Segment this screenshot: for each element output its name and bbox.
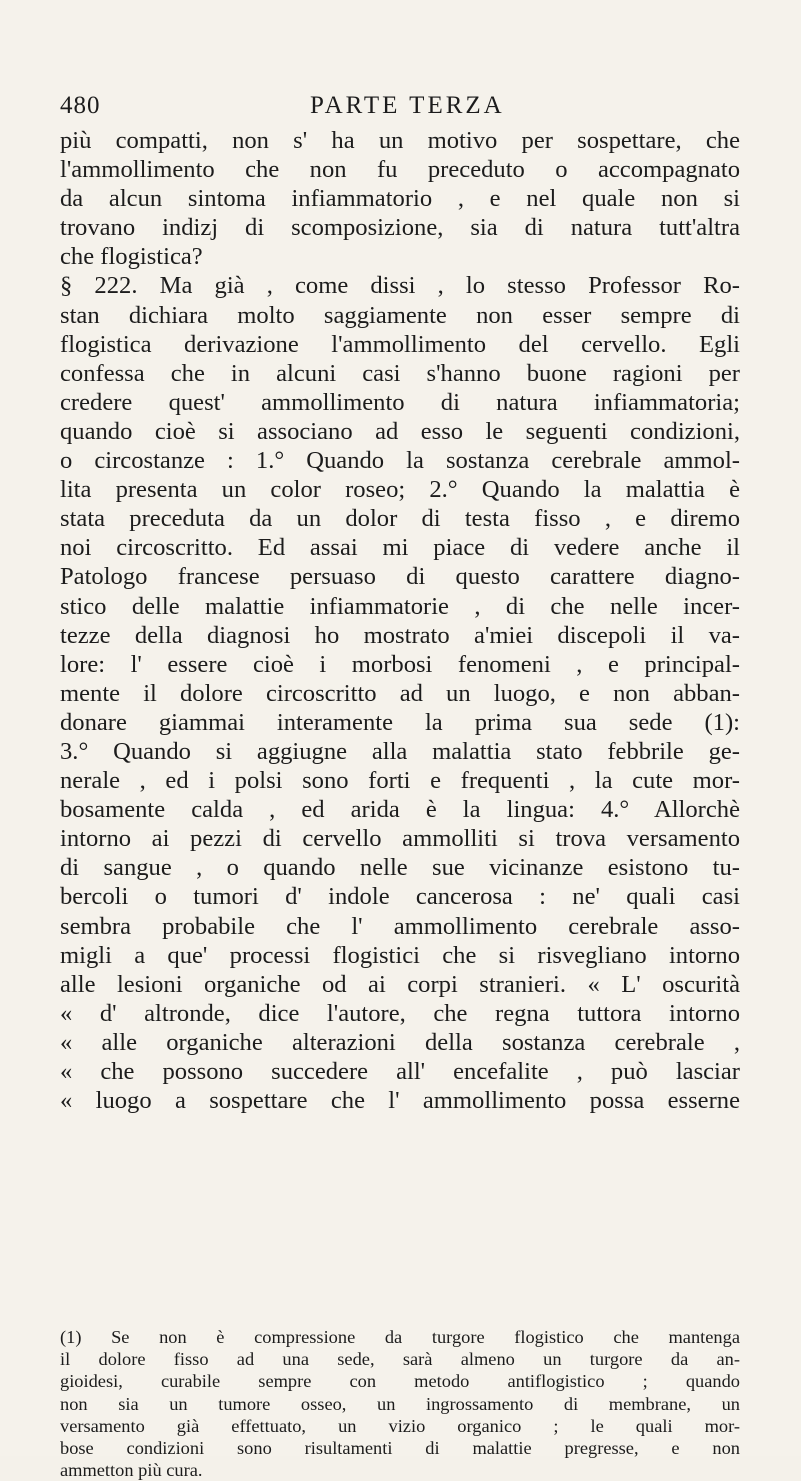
footnotes [60, 1326, 740, 1481]
text-line: più compatti, non s' ha un motivo per sospettare, che [60, 127, 740, 154]
footnote-line: (1) Se non è compressione da turgore flogistico che mantenga [60, 1327, 740, 1347]
text-line: da alcun sintoma infiammatorio , e nel quale non si [60, 185, 740, 213]
text-line: mente il dolore circoscritto ad un luogo, e non abban- [60, 679, 740, 707]
text-line: lita presenta un color roseo; 2.° Quando la malattia è [60, 476, 740, 504]
text-line: bercoli o tumori d' indole cancerosa : ne' quali casi [60, 883, 740, 911]
text-line: 3.° Quando si aggiugne alla malattia stato febbrile ge- [60, 737, 740, 765]
text-line: che flogistica? [60, 243, 203, 271]
text-line: « alle organiche alterazioni della sostanza cerebrale , [60, 1028, 740, 1056]
body-text [60, 126, 740, 1115]
text-line: « luogo a sospettare che l' ammollimento possa esserne [60, 1087, 740, 1115]
text-line: flogistica derivazione l'ammollimento del cervello. Egli [60, 330, 740, 358]
text-line: « che possono succedere all' encefalite , può lasciar [60, 1058, 740, 1085]
page-header [60, 92, 740, 122]
text-line: « d' altronde, dice l'autore, che regna tuttora intorno [60, 999, 740, 1027]
text-line: Patologo francese persuaso di questo carattere diagno- [60, 563, 740, 591]
text-line: di sangue , o quando nelle sue vicinanze esistono tu- [60, 854, 740, 882]
text-line: confessa che in alcuni casi s'hanno buone ragioni per [60, 359, 740, 387]
text-line: quando cioè si associano ad esso le seguenti condizioni, [60, 417, 740, 445]
text-line: noi circoscritto. Ed assai mi piace di vedere anche il [60, 534, 740, 562]
footnote-line: ammetton più cura. [60, 1460, 203, 1481]
text-line: sembra probabile che l' ammollimento cerebrale asso- [60, 912, 740, 940]
text-line: bosamente calda , ed arida è la lingua: 4.° Allorchè [60, 796, 740, 824]
page-number: 480 [60, 92, 101, 119]
running-head: PARTE TERZA [310, 92, 505, 119]
text-line: lore: l' essere cioè i morbosi fenomeni , e principal- [60, 650, 740, 678]
text-line: stan dichiara molto saggiamente non esser sempre di [60, 301, 740, 329]
text-line: intorno ai pezzi di cervello ammolliti si trova versamento [60, 825, 740, 853]
footnote-line: il dolore fisso ad una sede, sarà almeno un turgore da an- [60, 1349, 740, 1370]
text-line: l'ammollimento che non fu preceduto o accompagnato [60, 156, 740, 184]
text-line: nerale , ed i polsi sono forti e frequenti , la cute mor- [60, 767, 740, 795]
text-line: o circostanze : 1.° Quando la sostanza cerebrale ammol- [60, 447, 740, 475]
text-line: alle lesioni organiche od ai corpi stranieri. « L' oscurità [60, 970, 740, 998]
text-line: credere quest' ammollimento di natura infiammatoria; [60, 388, 740, 416]
footnote-line: gioidesi, curabile sempre con metodo antiflogistico ; quando [60, 1371, 740, 1392]
footnote-line: versamento già effettuato, un vizio organico ; le quali mor- [60, 1415, 740, 1436]
text-line: tezze della diagnosi ho mostrato a'miei discepoli il va- [60, 621, 740, 649]
text-line: § 222. Ma già , come dissi , lo stesso Professor Ro- [60, 272, 740, 300]
footnote-line: bose condizioni sono risultamenti di malattie pregresse, e non [60, 1437, 740, 1458]
text-line: trovano indizj di scomposizione, sia di natura tutt'altra [60, 214, 740, 242]
footnote-line: non sia un tumore osseo, un ingrossamento di membrane, un [60, 1393, 740, 1414]
text-line: stata preceduta da un dolor di testa fisso , e diremo [60, 505, 740, 533]
text-line: stico delle malattie infiammatorie , di che nelle incer- [60, 592, 740, 620]
text-line: donare giammai interamente la prima sua sede (1): [60, 708, 740, 736]
text-line: migli a que' processi flogistici che si risvegliano intorno [60, 941, 740, 969]
